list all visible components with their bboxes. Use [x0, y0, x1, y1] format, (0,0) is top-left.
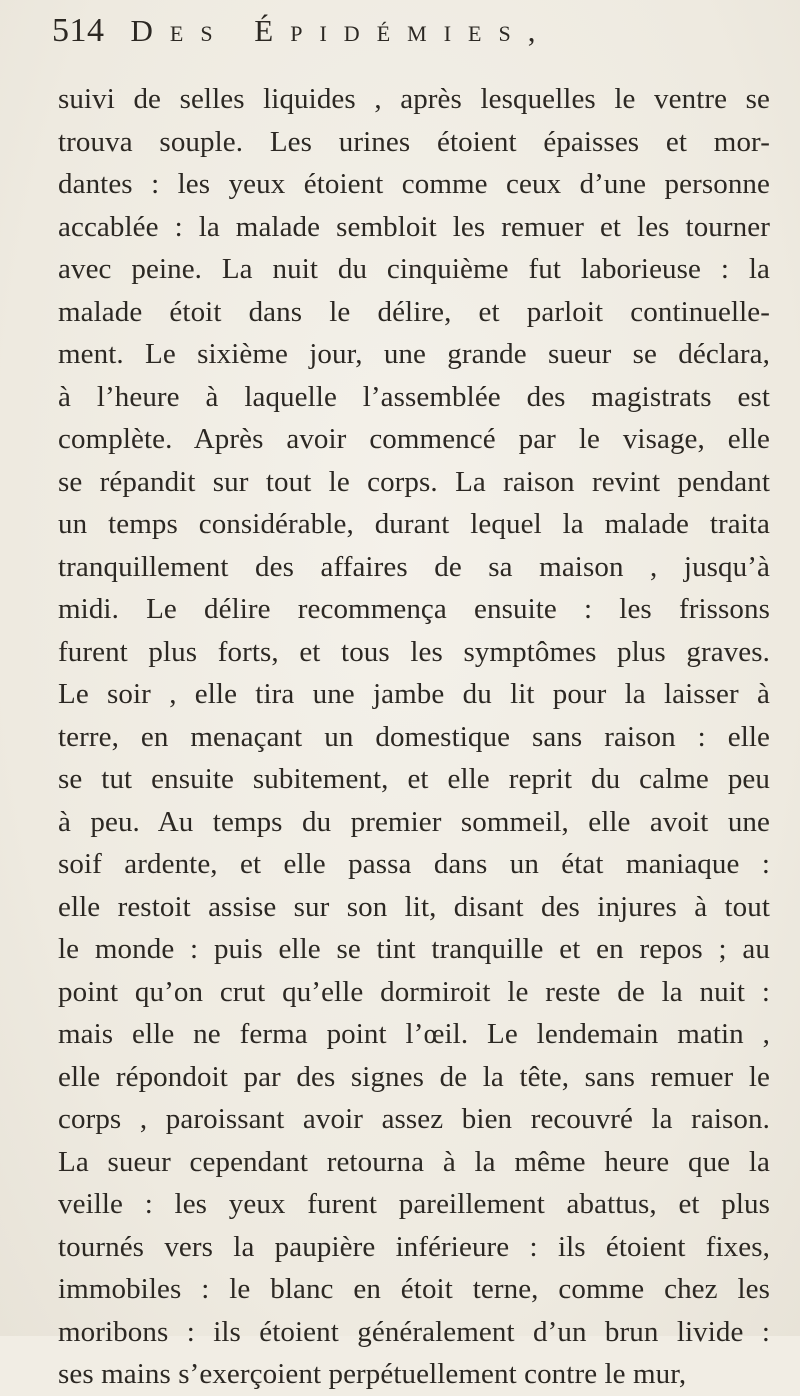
- page-number: 514: [52, 12, 105, 49]
- text-line: trouva souple. Les urines étoient épaisses et mor-: [58, 125, 770, 158]
- text-line: corps , paroissant avoir assez bien recouvré la raison.: [58, 1103, 770, 1135]
- text-line: le monde : puis elle se tint tranquille et en repos ; au: [58, 933, 770, 965]
- text-line: moribons : ils étoient généralement d’un brun livide :: [58, 1315, 770, 1348]
- running-title: Des Épidémies,: [130, 13, 553, 48]
- page-header: [52, 12, 752, 72]
- text-line: immobiles : le blanc en étoit terne, comme chez les: [58, 1273, 770, 1305]
- text-line: à peu. Au temps du premier sommeil, elle avoit une: [58, 805, 770, 838]
- text-line: La sueur cependant retourna à la même heure que la: [58, 1145, 770, 1178]
- text-line: avec peine. La nuit du cinquième fut laborieuse : la: [58, 253, 770, 285]
- text-line: mais elle ne ferma point l’œil. Le lendemain matin ,: [58, 1018, 770, 1050]
- text-line: furent plus forts, et tous les symptômes plus graves.: [58, 635, 770, 668]
- text-line: soif ardente, et elle passa dans un état maniaque :: [58, 848, 770, 880]
- text-line: complète. Après avoir commencé par le visage, elle: [58, 423, 770, 455]
- body-text: [58, 78, 770, 1396]
- text-line: elle restoit assise sur son lit, disant des injures à tout: [58, 890, 770, 923]
- text-line: terre, en menaçant un domestique sans raison : elle: [58, 720, 770, 753]
- text-line: tournés vers la paupière inférieure : ils étoient fixes,: [58, 1230, 770, 1263]
- text-line: dantes : les yeux étoient comme ceux d’une personne: [58, 168, 770, 200]
- text-line: veille : les yeux furent pareillement abattus, et plus: [58, 1188, 770, 1220]
- text-line: accablée : la malade sembloit les remuer et les tourner: [58, 210, 770, 243]
- text-line: malade étoit dans le délire, et parloit continuelle-: [58, 295, 770, 328]
- text-line: Le soir , elle tira une jambe du lit pour la laisser à: [58, 678, 770, 710]
- text-line: tranquillement des affaires de sa maison , jusqu’à: [58, 550, 770, 583]
- text-line: se tut ensuite subitement, et elle reprit du calme peu: [58, 763, 770, 795]
- text-line: point qu’on crut qu’elle dormiroit le reste de la nuit :: [58, 975, 770, 1008]
- text-line: suivi de selles liquides , après lesquelles le ventre se: [58, 83, 770, 115]
- text-line: à l’heure à laquelle l’assemblée des magistrats est: [58, 380, 770, 413]
- text-line: se répandit sur tout le corps. La raison revint pendant: [58, 465, 770, 498]
- text-line: ment. Le sixième jour, une grande sueur se déclara,: [58, 338, 770, 370]
- text-line: midi. Le délire recommença ensuite : les frissons: [58, 593, 770, 625]
- text-line: elle répondoit par des signes de la tête, sans remuer le: [58, 1060, 770, 1093]
- text-line: ses mains s’exerçoient perpétuellement contre le mur,: [58, 1358, 687, 1390]
- text-line: un temps considérable, durant lequel la malade traita: [58, 508, 770, 540]
